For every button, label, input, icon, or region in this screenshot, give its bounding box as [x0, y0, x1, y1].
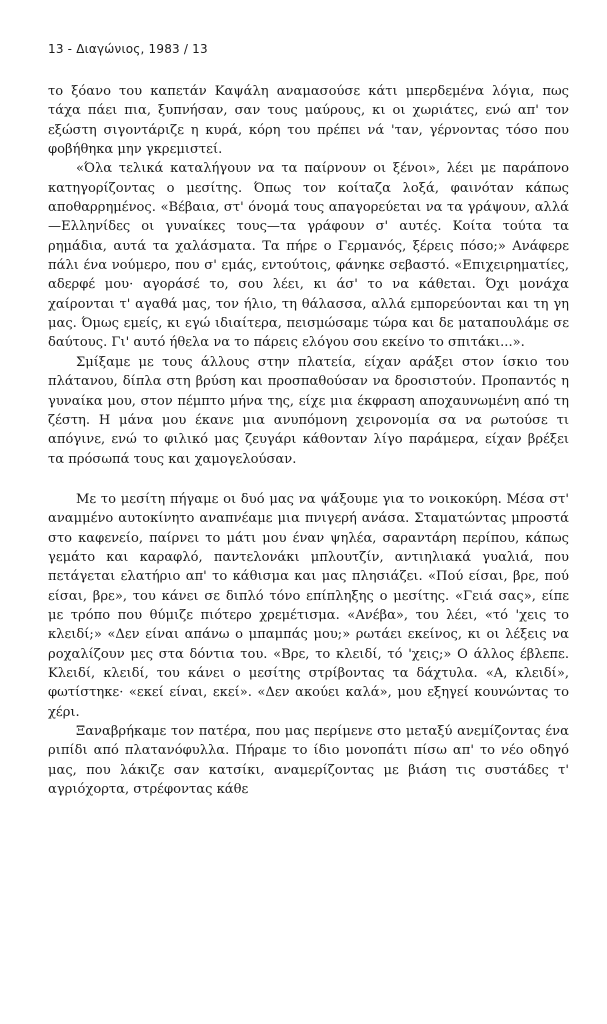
body-text [48, 82, 569, 799]
paragraph: Ξαναβρήκαμε τον πατέρα, που μας περίμενε στο μεταξύ ανεμίζοντας ένα ριπίδι από πλατανόφυλλα. Πήραμε το ίδιο μονοπάτι πίσω απ' το νέο οδηγό μας, που λάκιζε σαν κατσίκι, αναμερίζοντας με βιάση τις συστάδες τ' αγριόχορτα, στρέφοντας κάθε [48, 724, 569, 798]
running-header: 13 - Διαγώνιος, 1983 / 13 [48, 42, 208, 56]
paragraph: Με το μεσίτη πήγαμε οι δυό μας να ψάξουμε για το νοικοκύρη. Μέσα στ' αναμμένο αυτοκίνητο αναπνέαμε μια πνιγερή ανάσα. Σταματώντας μπροστά στο καφενείο, παίρνει το μάτι μου έναν ψηλέα, σαραντάρη περίπου, κάπως γεμάτο και καραφλό, παντελονάκι μπλουτζίν, αντιηλιακά γυαλιά, που πετάγεται ελατήριο απ' το κάθισμα και μας πλησιάζει. «Πού είσαι, βρε, πού είσαι, βρε», του κάνει σε διπλό τόνο επίπληξης ο μεσίτης. «Γειά σας», είπε με τρόπο που θύμιζε πιότερο χρεμέτισμα. «Ανέβα», του λέει, «τό 'χεις το κλειδί;» «Δεν είναι απάνω ο μπαμπάς μου;» ρωτάει εκείνος, κι οι λέξεις να ροχαλίζουν μες στα δόντια του. «Βρε, το κλειδί, τό 'χεις;» Ο άλλος έβλεπε. Κλειδί, κλειδί, του κάνει ο μεσίτης στρίβοντας τα δάχτυλα. «Α, κλειδί», φωτίστηκε· «εκεί είναι, εκεί». «Δεν ακούει καλά», μου εξηγεί κουνώντας το χέρι. [48, 491, 569, 720]
paragraph: «Όλα τελικά καταλήγουν να τα παίρνουν οι ξένοι», λέει με παράπονο κατηγορίζοντας ο μεσίτης. Όπως τον κοίταζα λοξά, φαινόταν κάπως αποθαρρημένος. «Βέβαια, στ' όνομά τους απαγορεύεται να τα γράψουν, αλλά—Ελληνίδες οι γυναίκες τους—τα γράφουν σ' αυτές. Κοίτα τούτα τα ρημάδια, αυτά τα χαλάσματα. Τα πήρε ο Γερμανός, ξέρεις πόσο;» Ανάφερε πάλι ένα νούμερο, που σ' εμάς, εντούτοις, φάνηκε σεβαστό. «Επιχειρηματίες, αδερφέ μου· αγοράσέ το, σου λέει, κι άσ' το να κάθεται. Όχι μονάχα χαίρονται τ' αγαθά μας, τον ήλιο, τη θάλασσα, αλλά εμπορεύονται και τη γη μας. Όμως εμείς, κι εγώ ιδιαίτερα, πεισμώσαμε τώρα και δε ματαπουλάμε σε δαύτους. Γι' αυτό ήθελα να το πάρεις ελόγου σου εκείνο το σπιτάκι...». [48, 161, 569, 351]
paragraph: το ξόανο του καπετάν Καψάλη αναμασούσε κάτι μπερδεμένα λόγια, πως τάχα πάει πια, ξυπνήσαν, σαν τους μαύρους, κι οι χωριάτες, ενώ απ' τον εξώστη σιγοντάριζε η κυρά, κόρη του πρέπει νά 'ταν, γέρνοντας τόσο που φοβήθηκα μην γκρεμιστεί. [48, 84, 569, 158]
paragraph: Σμίξαμε με τους άλλους στην πλατεία, είχαν αράξει στον ίσκιο του πλάτανου, δίπλα στη βρύση και προσπαθούσαν να δροσιστούν. Προπαντός η γυναίκα μου, στον πέμπτο μήνα της, είχε μια έκφραση αποχαυνωμένη από τη ζέστη. Η μάνα μου έκανε μια ανυπόμονη χειρονομία σα να ρωτούσε τι απόγινε, ενώ το φιλικό μας ζευγάρι κάθονταν λίγο παράμερα, είχαν βρέξει τα πρόσωπά τους και χαμογελούσαν. [48, 354, 569, 467]
